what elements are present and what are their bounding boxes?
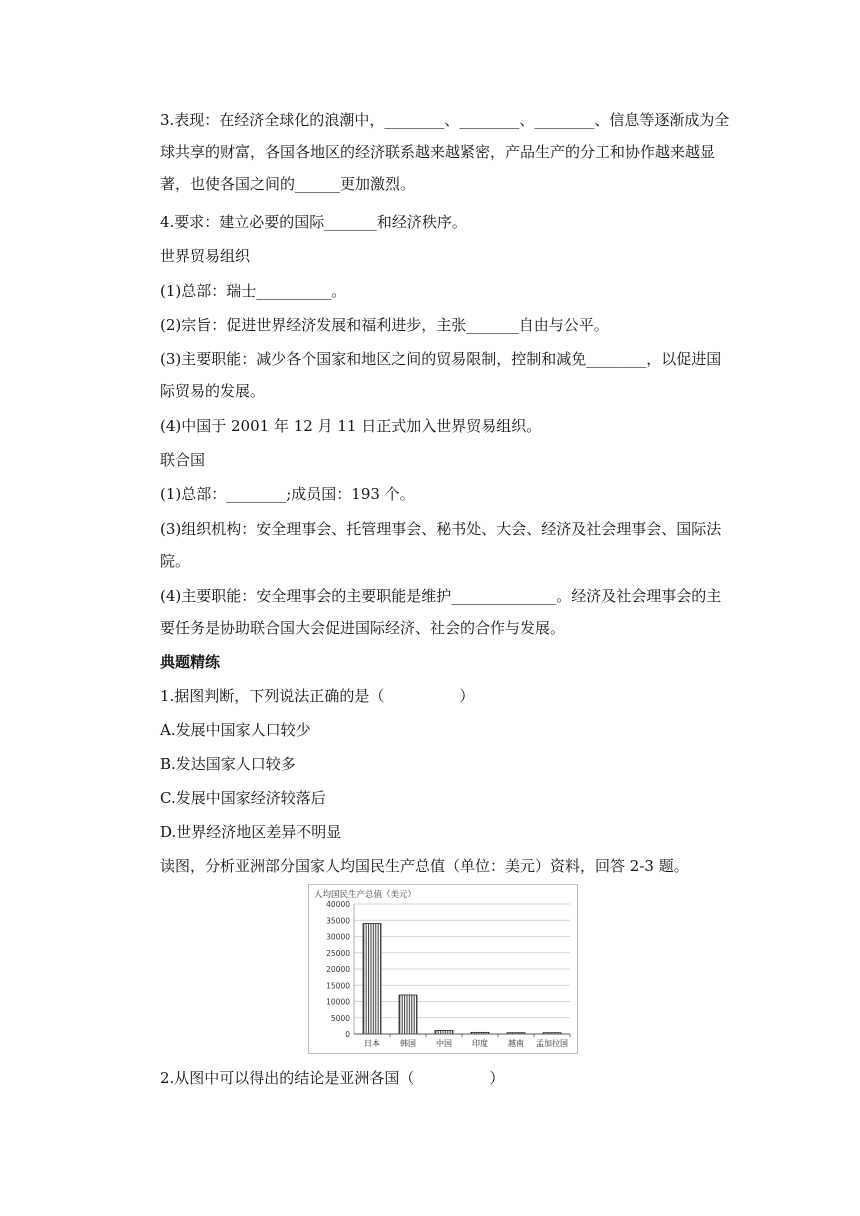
- question-1-option-b: B.发达国家人口较多: [160, 755, 296, 773]
- x-tick-label: 越南: [508, 1039, 524, 1048]
- y-tick-label: 15000: [326, 981, 350, 991]
- question-1-option-d: D.世界经济地区差异不明显: [160, 823, 342, 841]
- chart-title: 人均国民生产总值（美元）: [314, 890, 417, 900]
- chart-svg: [308, 884, 578, 1054]
- question-1-option-a: A.发展中国家人口较少: [160, 721, 311, 739]
- questions-2-3-intro: 读图，分析亚洲部分国家人均国民生产总值（单位：美元）资料，回答 2-3 题。: [160, 857, 689, 875]
- y-tick-label: 30000: [326, 932, 350, 942]
- x-tick-label: 日本: [364, 1039, 380, 1048]
- wto-item-3: (3)主要职能：减少各个国家和地区之间的贸易限制，控制和减免________，以促进国际贸易的发展。: [160, 350, 722, 400]
- y-tick-label: 10000: [326, 997, 350, 1007]
- y-tick-label: 25000: [326, 948, 350, 958]
- un-heading: 联合国: [160, 451, 206, 469]
- paragraph-4-requirement: 4.要求：建立必要的国际_______和经济秩序。: [160, 213, 467, 231]
- un-item-1: (1)总部：________;成员国：193 个。: [160, 485, 415, 503]
- bar-3: [435, 1030, 453, 1034]
- question-1: 1.据图判断，下列说法正确的是（ ）: [160, 687, 475, 705]
- y-tick-label: 40000: [326, 900, 350, 909]
- y-tick-label: 5000: [330, 1013, 350, 1023]
- y-tick-label: 20000: [326, 965, 350, 974]
- chart-y-axis: [326, 900, 354, 1039]
- wto-item-2: (2)宗旨：促进世界经济发展和福利进步，主张_______自由与公平。: [160, 316, 609, 334]
- x-tick-label: 中国: [436, 1039, 452, 1048]
- x-tick-label: 印度: [472, 1039, 488, 1048]
- y-tick-label: 35000: [326, 916, 350, 926]
- question-2: 2.从图中可以得出的结论是亚洲各国（ ）: [160, 1069, 505, 1087]
- gnp-bar-chart: [308, 884, 578, 1054]
- wto-item-1: (1)总部：瑞士__________。: [160, 282, 347, 300]
- wto-item-4: (4)中国于 2001 年 12 月 11 日正式加入世界贸易组织。: [160, 417, 542, 435]
- un-item-3: (3)组织机构：安全理事会、托管理事会、秘书处、大会、经济及社会理事会、国际法院。: [160, 520, 722, 570]
- x-tick-label: 孟加拉国: [536, 1039, 568, 1048]
- y-tick-label: 0: [345, 1030, 350, 1039]
- section-title: 典题精练: [160, 653, 221, 671]
- bar-2: [399, 995, 417, 1034]
- wto-heading: 世界贸易组织: [160, 247, 251, 265]
- bar-1: [363, 924, 381, 1035]
- x-tick-label: 韩国: [400, 1039, 416, 1048]
- un-item-4: (4)主要职能：安全理事会的主要职能是维护______________。经济及社会理事会的主要任务是协助联合国大会促进国际经济、社会的合作与发展。: [160, 587, 722, 637]
- question-1-option-c: C.发展中国家经济较落后: [160, 789, 326, 807]
- paragraph-3-performance: 3.表现：在经济全球化的浪潮中，________、________、________、信息等逐渐成为全球共享的财富，各国各地区的经济联系越来越紧密，产品生产的分工和协作越来越显著，也使各国之间的______更加激烈。: [160, 111, 730, 193]
